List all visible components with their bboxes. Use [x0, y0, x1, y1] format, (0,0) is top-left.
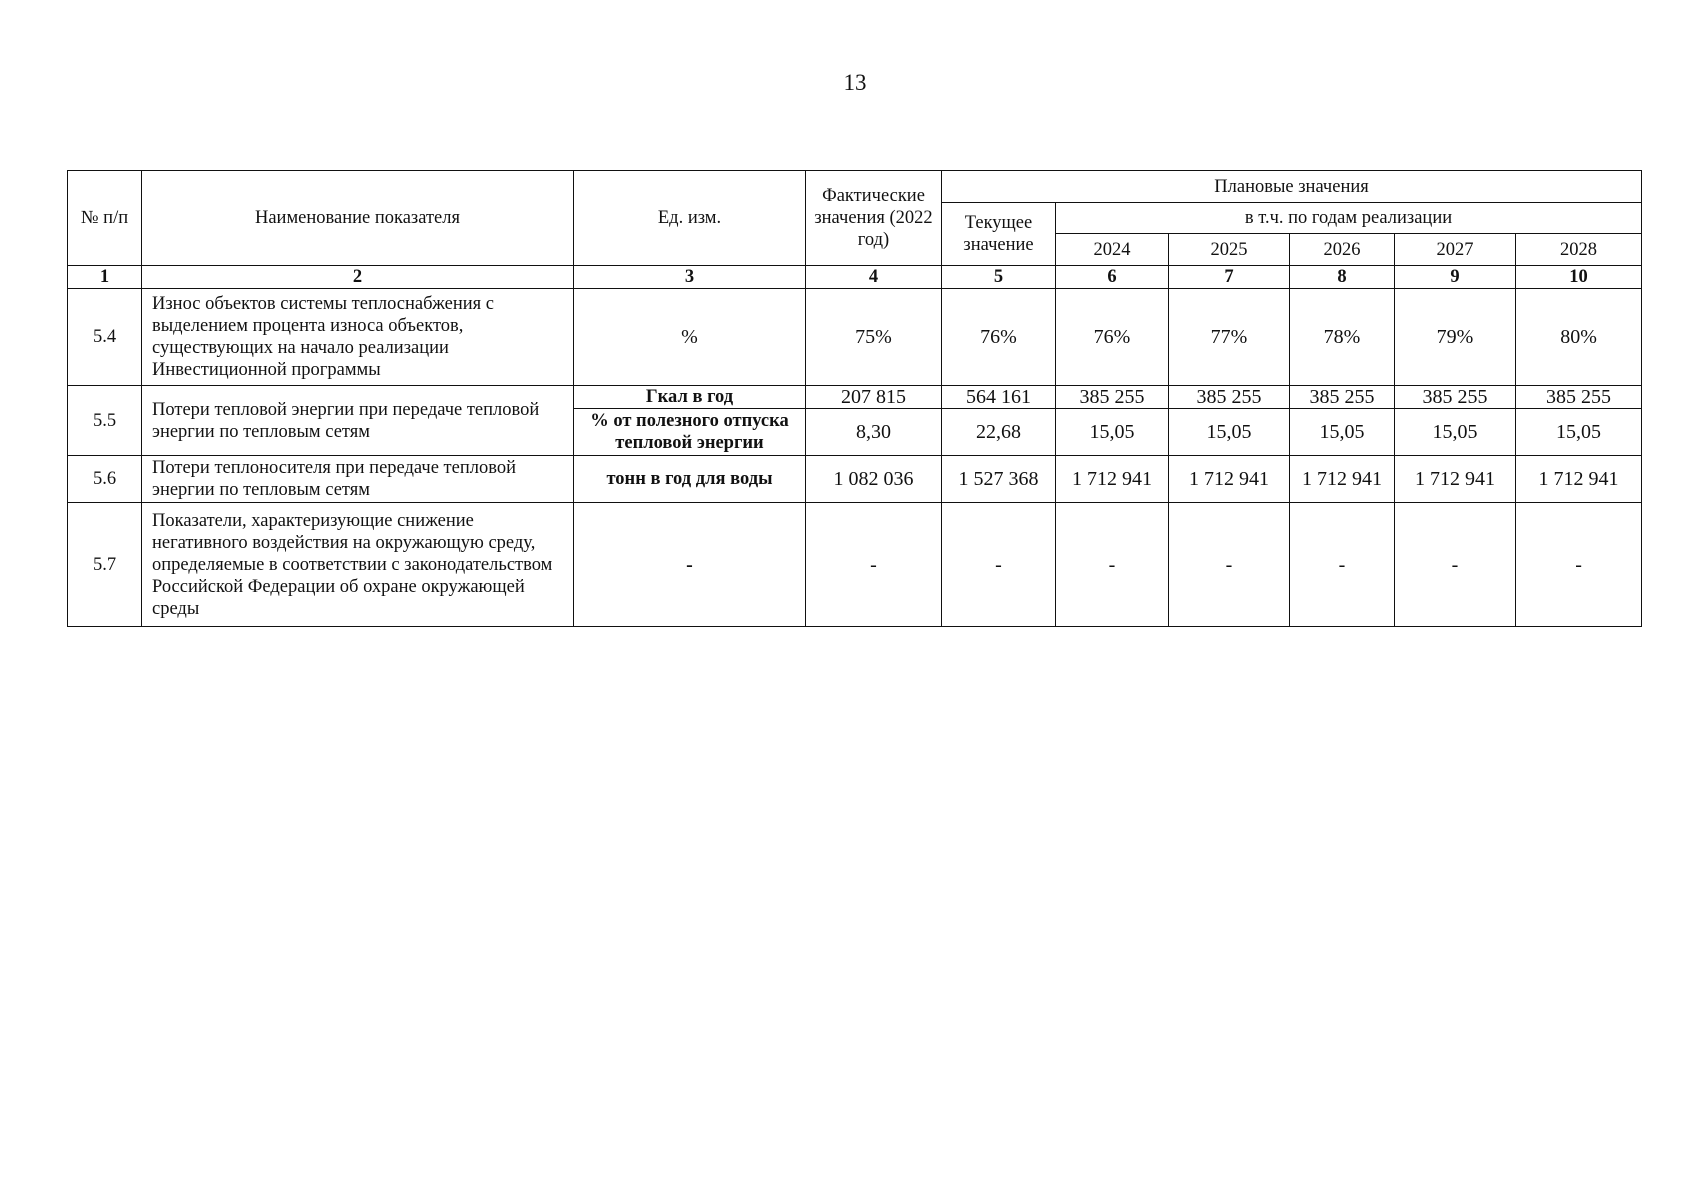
year-value: 77% [1169, 289, 1290, 386]
current-value: - [942, 503, 1056, 627]
year-value: 1 712 941 [1056, 456, 1169, 503]
header-year: 2025 [1169, 234, 1290, 266]
year-value: 15,05 [1169, 409, 1290, 456]
row-number: 5.7 [68, 503, 142, 627]
indicators-table [67, 170, 1642, 627]
indicator-name: Потери теплоносителя при передаче тепловой энергии по тепловым сетям [142, 456, 574, 503]
current-value: 1 527 368 [942, 456, 1056, 503]
column-numbers-row [68, 266, 1642, 289]
unit-cell: тонн в год для воды [574, 456, 806, 503]
year-value: 1 712 941 [1290, 456, 1395, 503]
actual-value: 8,30 [806, 409, 942, 456]
year-value: 15,05 [1395, 409, 1516, 456]
year-value: 80% [1516, 289, 1642, 386]
col-number: 7 [1169, 266, 1290, 289]
col-number: 6 [1056, 266, 1169, 289]
actual-value: 75% [806, 289, 942, 386]
col-number: 9 [1395, 266, 1516, 289]
unit-cell: Гкал в год [574, 386, 806, 409]
year-value: 385 255 [1395, 386, 1516, 409]
year-value: 1 712 941 [1169, 456, 1290, 503]
indicator-name: Износ объектов системы теплоснабжения с выделением процента износа объектов, существующих на начало реализации Инвестиционной программы [142, 289, 574, 386]
table-row [68, 289, 1642, 386]
col-number: 10 [1516, 266, 1642, 289]
col-number: 4 [806, 266, 942, 289]
indicator-name: Показатели, характеризующие снижение негативного воздействия на окружающую среду, определяемые в соответствии с законодательством Российской Федерации об охране окружающей среды [142, 503, 574, 627]
header-num: № п/п [68, 171, 142, 266]
year-value: - [1169, 503, 1290, 627]
row-number: 5.4 [68, 289, 142, 386]
header-unit: Ед. изм. [574, 171, 806, 266]
year-value: 385 255 [1056, 386, 1169, 409]
header-year: 2028 [1516, 234, 1642, 266]
year-value: 385 255 [1169, 386, 1290, 409]
header-current: Текущее значение [942, 203, 1056, 266]
col-number: 1 [68, 266, 142, 289]
unit-cell: % [574, 289, 806, 386]
current-value: 564 161 [942, 386, 1056, 409]
row-number: 5.5 [68, 386, 142, 456]
table-row [68, 456, 1642, 503]
actual-value: 1 082 036 [806, 456, 942, 503]
year-value: 385 255 [1516, 386, 1642, 409]
year-value: 15,05 [1056, 409, 1169, 456]
year-value: - [1290, 503, 1395, 627]
year-value: 1 712 941 [1395, 456, 1516, 503]
header-year: 2024 [1056, 234, 1169, 266]
unit-cell: - [574, 503, 806, 627]
actual-value: 207 815 [806, 386, 942, 409]
header-by-years: в т.ч. по годам реализации [1056, 203, 1642, 234]
col-number: 3 [574, 266, 806, 289]
year-value: 79% [1395, 289, 1516, 386]
year-value: 1 712 941 [1516, 456, 1642, 503]
header-row [68, 171, 1642, 203]
year-value: 76% [1056, 289, 1169, 386]
actual-value: - [806, 503, 942, 627]
unit-cell: % от полезного отпуска тепловой энергии [574, 409, 806, 456]
year-value: - [1056, 503, 1169, 627]
current-value: 22,68 [942, 409, 1056, 456]
current-value: 76% [942, 289, 1056, 386]
table-row [68, 503, 1642, 627]
header-year: 2026 [1290, 234, 1395, 266]
year-value: 15,05 [1290, 409, 1395, 456]
row-number: 5.6 [68, 456, 142, 503]
year-value: 385 255 [1290, 386, 1395, 409]
page-number: 13 [843, 70, 867, 95]
header-planned: Плановые значения [942, 171, 1642, 203]
year-value: - [1516, 503, 1642, 627]
header-name: Наименование показателя [142, 171, 574, 266]
year-value: - [1395, 503, 1516, 627]
col-number: 5 [942, 266, 1056, 289]
header-year: 2027 [1395, 234, 1516, 266]
year-value: 15,05 [1516, 409, 1642, 456]
header-actual: Фактические значения (2022 год) [806, 171, 942, 266]
col-number: 8 [1290, 266, 1395, 289]
table-row [68, 386, 1642, 409]
col-number: 2 [142, 266, 574, 289]
year-value: 78% [1290, 289, 1395, 386]
indicator-name: Потери тепловой энергии при передаче тепловой энергии по тепловым сетям [142, 386, 574, 456]
